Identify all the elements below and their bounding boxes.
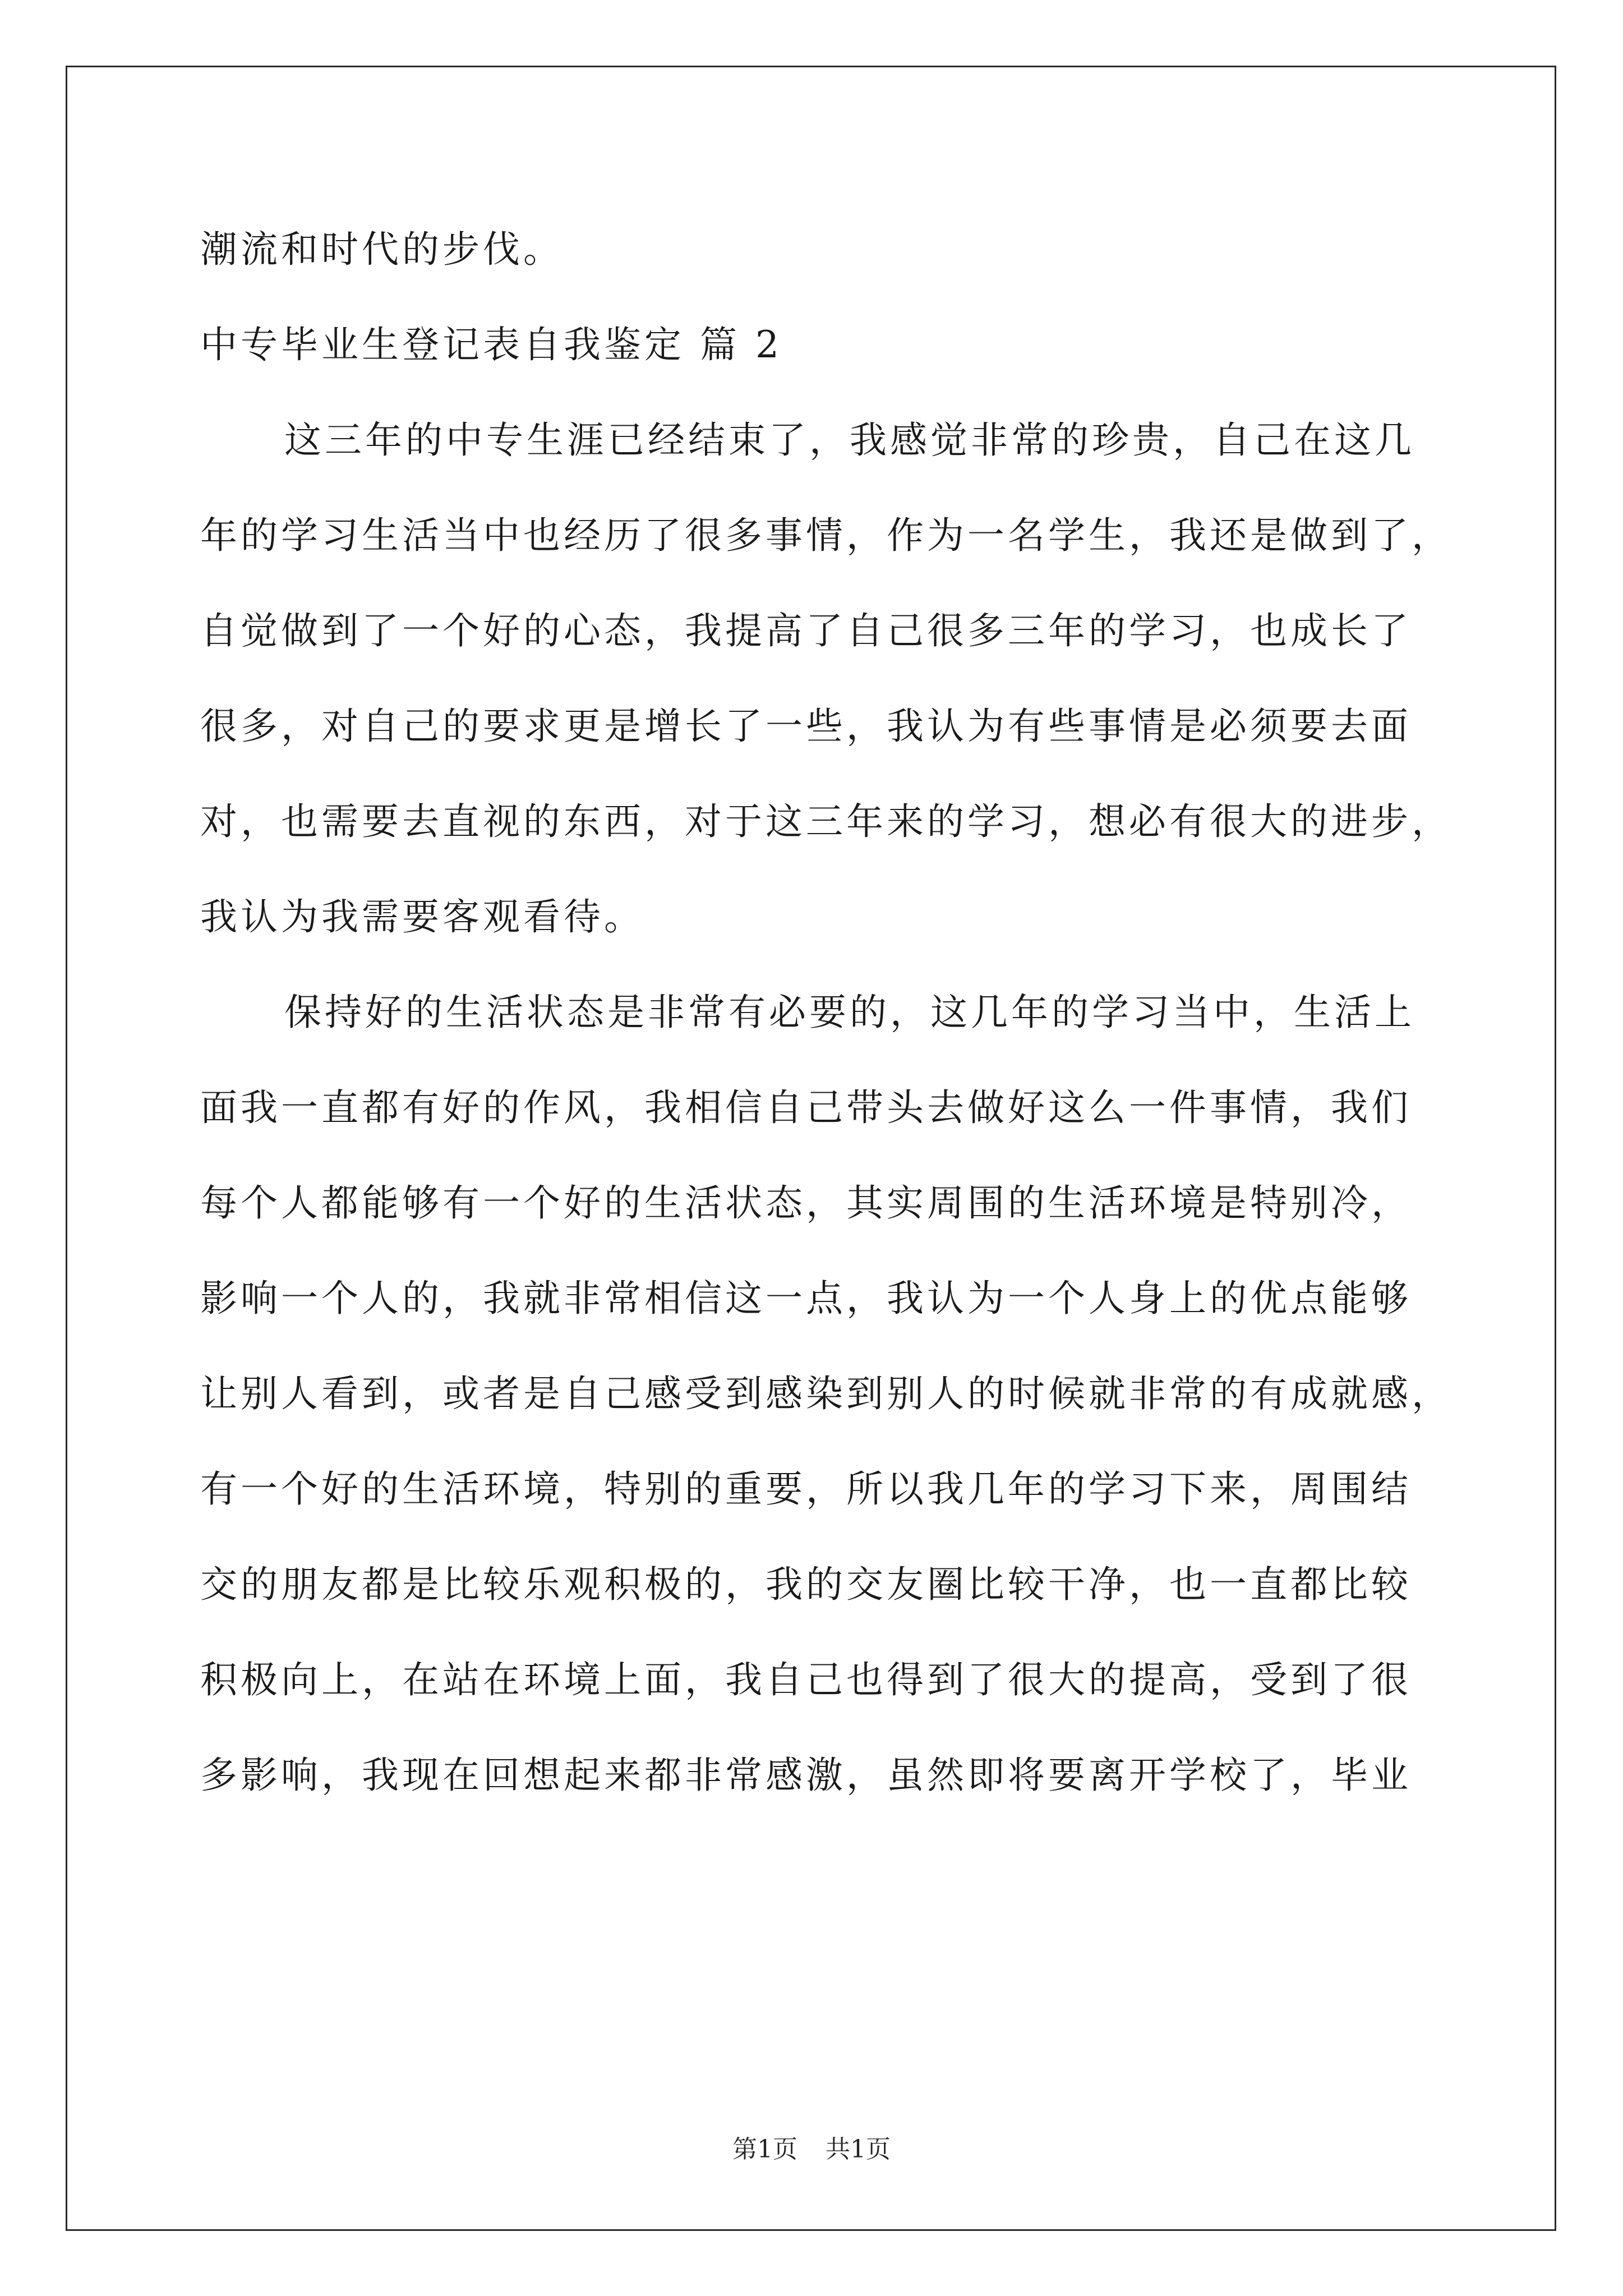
paragraph-line: 让别人看到，或者是自己感受到感染到别人的时候就非常的有成就感， <box>200 1372 1452 1415</box>
page-number-total: 共1页 <box>826 2135 891 2164</box>
paragraph-line: 对，也需要去直视的东西，对于这三年来的学习，想必有很大的进步， <box>200 800 1452 843</box>
section-heading: 中专毕业生登记表自我鉴定 篇 2 <box>200 323 782 366</box>
page-number-current: 第1页 <box>732 2135 797 2164</box>
paragraph-line: 我认为我需要客观看待。 <box>200 895 644 938</box>
paragraph-line: 保持好的生活状态是非常有必要的，这几年的学习当中，生活上 <box>284 991 1415 1034</box>
paragraph-line: 自觉做到了一个好的心态，我提高了自己很多三年的学习，也成长了 <box>200 609 1412 652</box>
text-line: 潮流和时代的步伐。 <box>200 228 564 271</box>
paragraph-line: 有一个好的生活环境，特别的重要，所以我几年的学习下来，周围结 <box>200 1467 1412 1511</box>
page-footer <box>0 2129 1623 2165</box>
paragraph-line: 年的学习生活当中也经历了很多事情，作为一名学生，我还是做到了， <box>200 514 1452 557</box>
paragraph-line: 每个人都能够有一个好的生活状态，其实周围的生活环境是特别冷， <box>200 1181 1412 1225</box>
paragraph-line: 影响一个人的，我就非常相信这一点，我认为一个人身上的优点能够 <box>200 1277 1412 1320</box>
paragraph-line: 交的朋友都是比较乐观积极的，我的交友圈比较干净，也一直都比较 <box>200 1563 1412 1606</box>
paragraph-line: 积极向上，在站在环境上面，我自己也得到了很大的提高，受到了很 <box>200 1658 1412 1701</box>
paragraph-line: 很多，对自己的要求更是增长了一些，我认为有些事情是必须要去面 <box>200 705 1412 748</box>
paragraph-line: 面我一直都有好的作风，我相信自己带头去做好这么一件事情，我们 <box>200 1086 1412 1129</box>
document-body <box>200 202 1452 1823</box>
paragraph-line: 这三年的中专生涯已经结束了，我感觉非常的珍贵，自己在这几 <box>284 418 1415 462</box>
paragraph-line: 多影响，我现在回想起来都非常感激，虽然即将要离开学校了，毕业 <box>200 1754 1412 1797</box>
